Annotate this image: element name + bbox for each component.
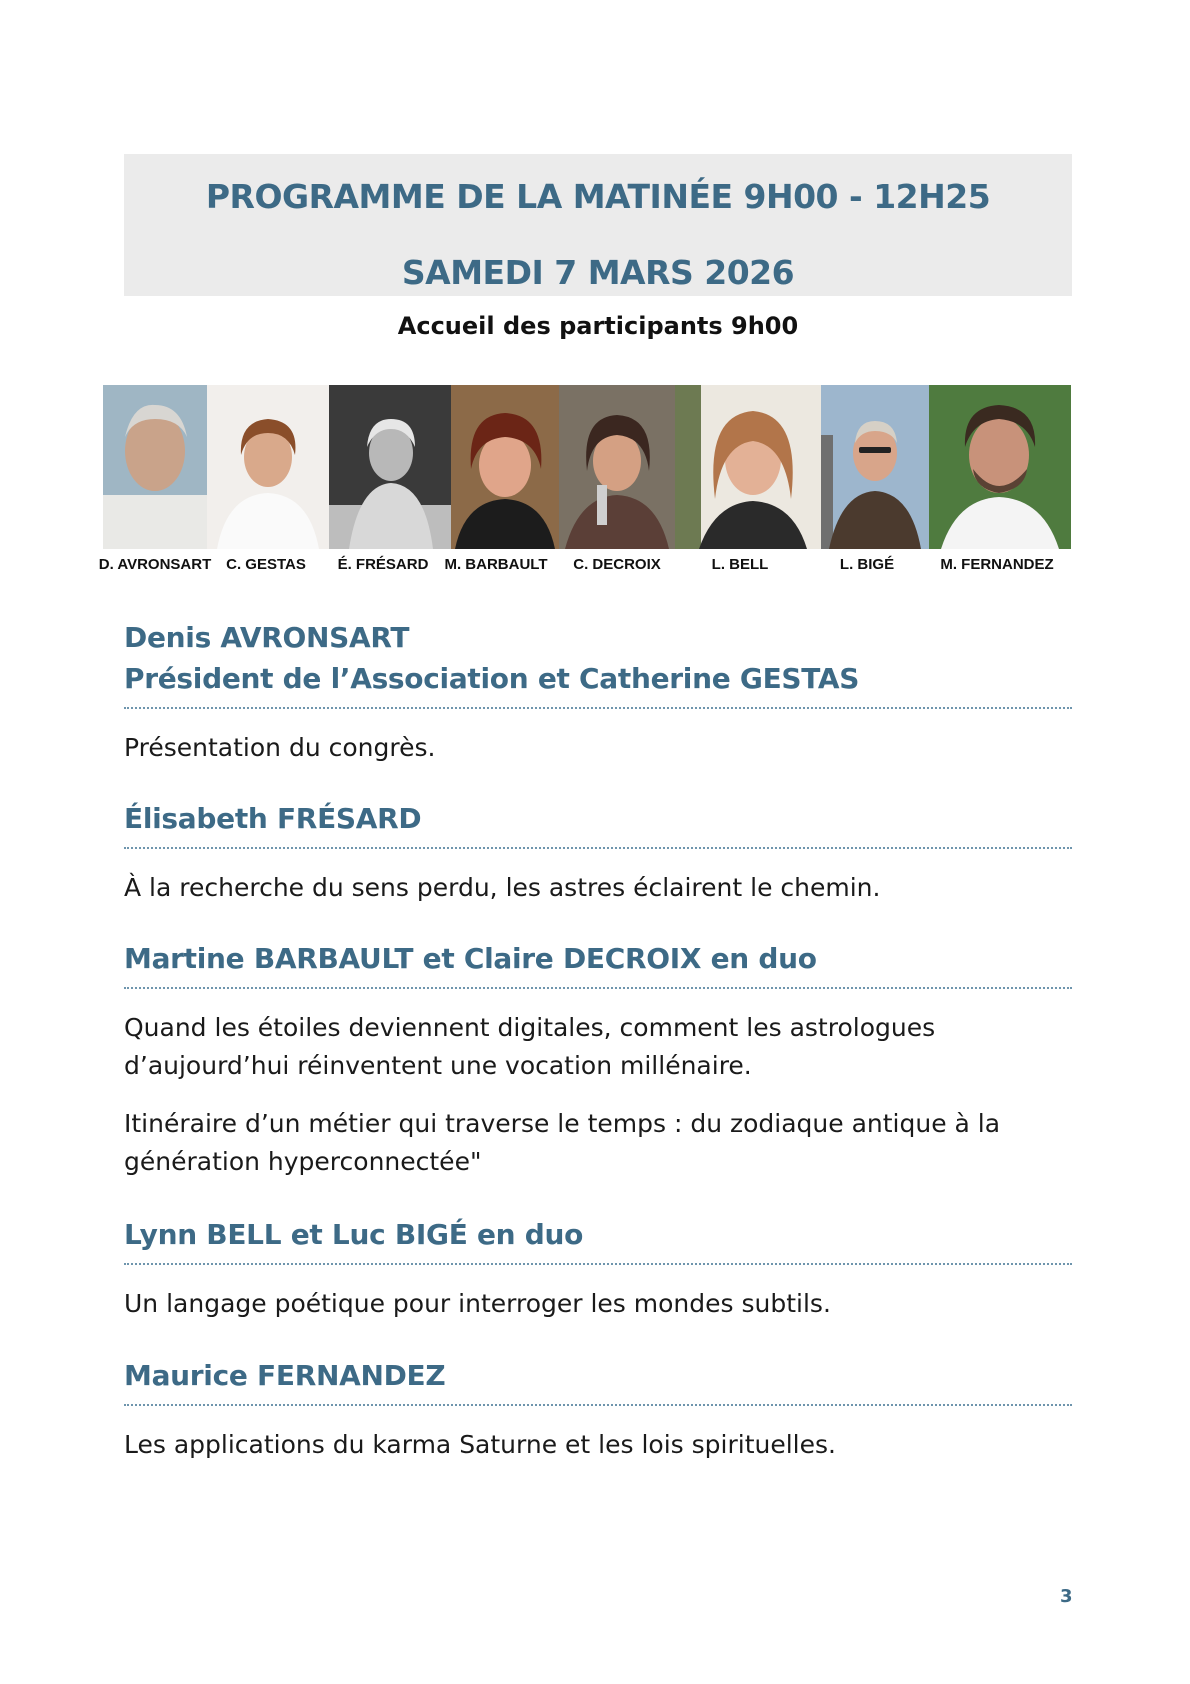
portrait-photo-icon [329, 385, 451, 549]
photo-label: L. BELL [711, 556, 769, 573]
photo-label: M. FERNANDEZ [940, 556, 1054, 573]
talk-description: Les applications du karma Saturne et les lois spirituelles. [124, 1430, 836, 1459]
photo-label: C. DECROIX [573, 556, 661, 573]
talk-description: À la recherche du sens perdu, les astres éclairent le chemin. [124, 873, 881, 902]
dotted-divider [124, 987, 1072, 989]
photo-label: L. BIGÉ [839, 556, 895, 573]
speaker-name: Maurice FERNANDEZ [124, 1359, 446, 1392]
program-date: SAMEDI 7 MARS 2026 [401, 253, 795, 292]
session-bell-bige [124, 1214, 1072, 1323]
portrait-fresard [329, 385, 451, 549]
session-opening [124, 617, 1072, 767]
dotted-divider [124, 707, 1072, 709]
photo-label: D. AVRONSART [98, 556, 212, 573]
photo-label: M. BARBAULT [444, 556, 548, 573]
portrait-photo-icon [451, 385, 559, 549]
portrait-gestas [207, 385, 329, 549]
dotted-divider [124, 847, 1072, 849]
portrait-photo-icon [675, 385, 821, 549]
dotted-divider [124, 1263, 1072, 1265]
photo-label: C. GESTAS [226, 556, 306, 573]
portrait-decroix [559, 385, 675, 549]
photo-labels [0, 556, 1190, 580]
portrait-bell [675, 385, 821, 549]
welcome-line: Accueil des participants 9h00 [397, 312, 799, 340]
session-barbault-decroix [124, 938, 1072, 1181]
session-fernandez [124, 1355, 1072, 1464]
speaker-name: Président de l’Association et Catherine GESTAS [124, 662, 860, 695]
speaker-name: Martine BARBAULT et Claire DECROIX en duo [124, 942, 817, 975]
page-number: 3 [1060, 1586, 1073, 1607]
portrait-photo-icon [821, 385, 929, 549]
speaker-photo-strip [103, 385, 1071, 549]
talk-description: Itinéraire d’un métier qui traverse le temps : du zodiaque antique à la génération hyperconnectée" [124, 1109, 1001, 1176]
speaker-name: Lynn BELL et Luc BIGÉ en duo [124, 1218, 584, 1251]
speaker-name: Denis AVRONSART [124, 621, 410, 654]
program-title: PROGRAMME DE LA MATINÉE 9H00 - 12H25 [205, 177, 991, 216]
portrait-fernandez [929, 385, 1071, 549]
talk-description: Présentation du congrès. [124, 733, 436, 762]
talk-description: Un langage poétique pour interroger les mondes subtils. [124, 1289, 831, 1318]
photo-label: É. FRÉSARD [337, 556, 429, 573]
portrait-photo-icon [207, 385, 329, 549]
talk-description: Quand les étoiles deviennent digitales, comment les astrologues d’aujourd’hui réinventent une vocation millénaire. [124, 1013, 936, 1080]
portrait-photo-icon [103, 385, 207, 549]
speaker-name: Élisabeth FRÉSARD [124, 802, 422, 835]
portrait-barbault [451, 385, 559, 549]
portrait-bige [821, 385, 929, 549]
portrait-avronsart [103, 385, 207, 549]
session-fresard [124, 798, 1072, 907]
dotted-divider [124, 1404, 1072, 1406]
portrait-photo-icon [559, 385, 675, 549]
portrait-photo-icon [929, 385, 1071, 549]
